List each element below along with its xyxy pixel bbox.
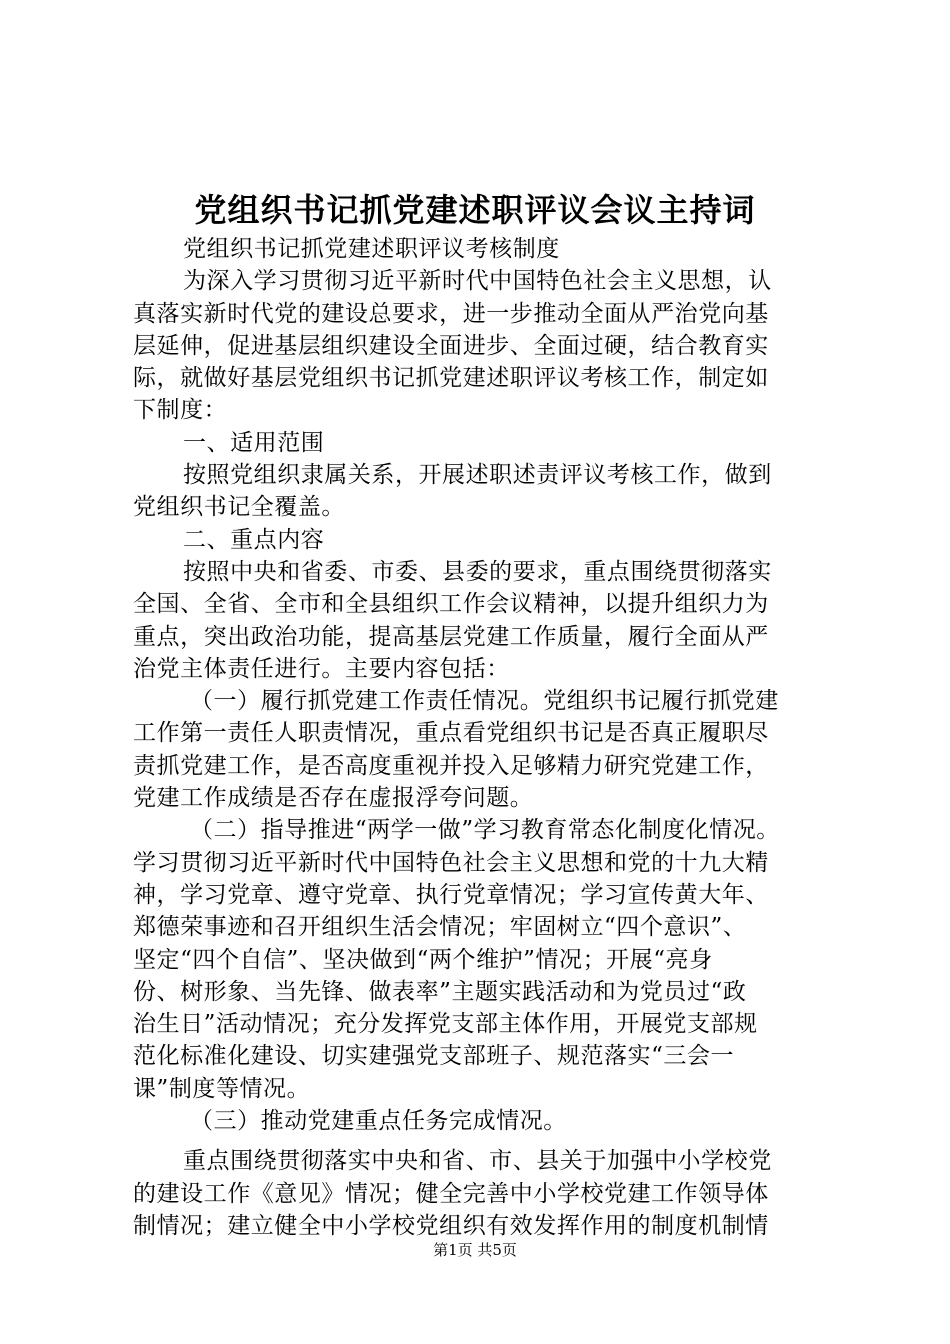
- paragraph-line: 神，学习党章、遵守党章、执行党章情况；学习宣传黄大年、: [133, 881, 769, 908]
- paragraph-line: 下制度：: [133, 397, 228, 424]
- paragraph-line: 学习贯彻习近平新时代中国特色社会主义思想和党的十九大精: [133, 849, 769, 876]
- section-heading: 一、适用范围: [183, 429, 325, 456]
- paragraph-line: 际，就做好基层党组织书记抓党建述职评议考核工作，制定如: [133, 365, 769, 392]
- paragraph-line: 按照党组织隶属关系，开展述职述责评议考核工作，做到: [183, 462, 772, 489]
- document-title: 党组织书记抓党建述职评议会议主持词: [194, 191, 756, 229]
- paragraph-line: 重点，突出政治功能，提高基层党建工作质量，履行全面从严: [133, 623, 769, 650]
- paragraph-line: 全国、全省、全市和全县组织工作会议精神，以提升组织力为: [133, 591, 769, 618]
- subsection-line: （一）履行抓党建工作责任情况。党组织书记履行抓党建: [190, 688, 779, 715]
- section-heading: 二、重点内容: [183, 526, 325, 553]
- paragraph-line: 按照中央和省委、市委、县委的要求，重点围绕贯彻落实: [183, 558, 772, 585]
- paragraph-line: 治党主体责任进行。主要内容包括：: [133, 655, 510, 682]
- paragraph-line: 党组织书记全覆盖。: [133, 494, 345, 521]
- paragraph-gap: [133, 1137, 833, 1145]
- paragraph-line: 责抓党建工作，是否高度重视并投入足够精力研究党建工作，: [133, 752, 769, 779]
- paragraph-line: 党建工作成绩是否存在虚报浮夸问题。: [133, 785, 534, 812]
- page-footer: 第1页 共5页: [433, 1241, 517, 1259]
- paragraph-line: 份、树形象、当先锋、做表率”主题实践活动和为党员过“政: [133, 978, 747, 1005]
- subsection-line: （二）指导推进“两学一做”学习教育常态化制度化情况。: [190, 817, 780, 844]
- paragraph-line: 郑德荣事迹和召开组织生活会情况；牢固树立“四个意识”、: [133, 914, 747, 941]
- paragraph-line: 重点围绕贯彻落实中央和省、市、县关于加强中小学校党: [183, 1148, 772, 1175]
- paragraph-line: 的建设工作《意见》情况；健全完善中小学校党建工作领导体: [133, 1180, 769, 1207]
- paragraph-line: 为深入学习贯彻习近平新时代中国特色社会主义思想，认: [183, 268, 772, 295]
- paragraph-line: 制情况；建立健全中小学校党组织有效发挥作用的制度机制情: [133, 1212, 769, 1239]
- paragraph-line: 治生日”活动情况；充分发挥党支部主体作用，开展党支部规: [133, 1011, 758, 1038]
- subtitle-line: 党组织书记抓党建述职评议考核制度: [183, 236, 560, 262]
- subsection-line: （三）推动党建重点任务完成情况。: [190, 1108, 567, 1135]
- document-body: [133, 233, 833, 1242]
- paragraph-line: 工作第一责任人职责情况，重点看党组织书记是否真正履职尽: [133, 720, 769, 747]
- paragraph-line: 课”制度等情况。: [133, 1075, 311, 1102]
- paragraph-line: 坚定“四个自信”、坚决做到“两个维护”情况；开展“亮身: [133, 946, 713, 973]
- paragraph-line: 真落实新时代党的建设总要求，进一步推动全面从严治党向基: [133, 300, 769, 327]
- paragraph-line: 范化标准化建设、切实建强党支部班子、规范落实“三会一: [133, 1043, 735, 1070]
- paragraph-line: 层延伸，促进基层组织建设全面进步、全面过硬，结合教育实: [133, 332, 769, 359]
